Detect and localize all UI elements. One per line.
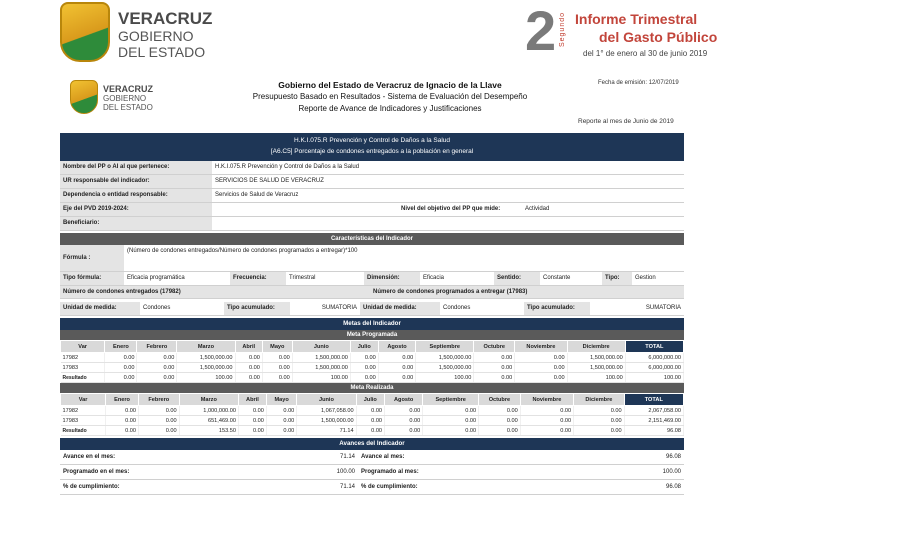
dimension-label: Dimensión: [364, 272, 420, 285]
ta2-label: Tipo acumulado: [524, 302, 590, 315]
meta-realizada-cell: 0.00 [385, 406, 423, 416]
avances-row-1 [60, 450, 684, 465]
dependencia-label: Dependencia o entidad responsable: [60, 189, 212, 202]
variable-2-name: Número de condones programados a entregar (17983) [373, 289, 528, 295]
info-row-beneficiario [60, 217, 684, 231]
meta-realizada-col-total: TOTAL [624, 394, 683, 406]
veracruz-brand-small [103, 85, 153, 112]
meta-realizada-cell: 0.00 [574, 416, 624, 426]
meta-programada-cell: 0.00 [515, 373, 567, 383]
informe-title2: del Gasto Público [599, 29, 718, 45]
meta-programada-cell: 0.00 [105, 363, 137, 373]
meta-programada-col-diciembre: Diciembre [567, 341, 625, 353]
meta-realizada-cell: 651,469.00 [179, 416, 238, 426]
meta-programada-cell: 0.00 [262, 353, 292, 363]
meta-realizada-row [61, 416, 684, 426]
avance-al-mes-label: Avance al mes: [361, 454, 405, 460]
avances-row-3 [60, 480, 684, 495]
meta-realizada-cell: 0.00 [138, 426, 179, 436]
meta-programada-col-total: TOTAL [625, 341, 683, 353]
pp-label: Nombre del PP o AI al que pertenece: [60, 161, 212, 174]
ta1-value: SUMATORIA [321, 305, 357, 311]
indicator-report [60, 133, 684, 495]
avances-row-2 [60, 465, 684, 480]
meta-realizada-col-var: Var [61, 394, 106, 406]
cumplimiento-al-mes-value: 96.08 [665, 484, 681, 490]
meta-programada-cell: 0.00 [235, 373, 262, 383]
meta-programada-cell: 100.00 [416, 373, 474, 383]
beneficiario-value [212, 217, 684, 230]
document-heading [200, 79, 580, 115]
um2-value: Condones [443, 305, 471, 311]
meta-realizada-cell: 0.00 [106, 406, 139, 416]
meta-realizada-cell: 0.00 [138, 406, 179, 416]
brand-line2: GOBIERNO [118, 28, 194, 44]
meta-realizada-cell: 0.00 [520, 406, 573, 416]
veracruz-crest-small-icon [70, 80, 98, 114]
meta-programada-row [61, 373, 684, 383]
meta-realizada-col-mayo: Mayo [266, 394, 296, 406]
avance-al-mes-value: 96.08 [665, 454, 681, 460]
meta-programada-cell: 17983 [61, 363, 105, 373]
meta-realizada-cell: 2,067,058.00 [624, 406, 683, 416]
fecha-emision: Fecha de emisión: 12/07/2019 [598, 80, 679, 86]
meta-programada-row [61, 363, 684, 373]
meta-realizada-col-enero: Enero [106, 394, 139, 406]
variable-1-name: Número de condones entregados (17982) [63, 289, 181, 295]
tipo-value: Gestion [635, 275, 656, 281]
programado-mes-label: Programado en el mes: [63, 469, 130, 475]
meta-programada-cell: 0.00 [235, 353, 262, 363]
meta-realizada-cell: 0.00 [423, 426, 479, 436]
avances-section [60, 450, 684, 495]
avance-mes-label: Avance en el mes: [63, 454, 116, 460]
meta-realizada-cell: 0.00 [106, 426, 139, 436]
meta-realizada-col-julio: Julio [356, 394, 384, 406]
info-row-ur [60, 175, 684, 189]
meta-programada-cell: 0.00 [105, 353, 137, 363]
meta-programada-col-febrero: Febrero [137, 341, 177, 353]
meta-realizada-col-diciembre: Diciembre [574, 394, 624, 406]
meta-realizada-cell: 0.00 [238, 406, 266, 416]
meta-programada-cell: 1,500,000.00 [416, 353, 474, 363]
metas-header: Metas del Indicador [60, 318, 684, 330]
meta-programada-col-julio: Julio [350, 341, 378, 353]
meta-realizada-cell: 0.00 [266, 406, 296, 416]
meta-realizada-cell: Resultado [61, 426, 106, 436]
meta-realizada-col-septiembre: Septiembre [423, 394, 479, 406]
meta-programada-cell: 0.00 [515, 363, 567, 373]
ta1-label: Tipo acumulado: [224, 302, 290, 315]
tipo-label: Tipo: [602, 272, 632, 285]
informe-title1: Informe Trimestral [575, 11, 698, 27]
doc-heading-line1: Gobierno del Estado de Veracruz de Ignacio de la Llave [278, 80, 502, 90]
meta-programada-cell: 0.00 [262, 373, 292, 383]
indicator-name: [A6.C5] Porcentaje de condones entregados a la población en general [270, 148, 474, 155]
meta-realizada-cell: 17982 [61, 406, 106, 416]
meta-realizada-col-noviembre: Noviembre [520, 394, 573, 406]
meta-programada-cell: 0.00 [235, 363, 262, 373]
meta-realizada-cell: 17983 [61, 416, 106, 426]
frecuencia-value: Trimestral [289, 275, 316, 281]
meta-realizada-col-octubre: Octubre [479, 394, 521, 406]
sentido-label: Sentido: [494, 272, 540, 285]
meta-programada-body [61, 353, 684, 383]
doc-heading-line2: Presupuesto Basado en Resultados - Sistema de Evaluación del Desempeño [252, 92, 528, 101]
meta-programada-cell: 0.00 [378, 373, 415, 383]
tipo-formula-row [60, 272, 684, 286]
meta-programada-col-agosto: Agosto [378, 341, 415, 353]
brand-line1: VERACRUZ [118, 9, 213, 28]
brand-small-line2: GOBIERNO [103, 94, 147, 103]
um2-label: Unidad de medida: [360, 302, 440, 315]
um1-value: Condones [143, 305, 171, 311]
meta-realizada-col-febrero: Febrero [138, 394, 179, 406]
programado-al-mes-value: 100.00 [662, 469, 681, 475]
meta-realizada-cell: 71.14 [297, 426, 356, 436]
eje-label: Eje del PVD 2019-2024: [60, 203, 212, 216]
informe-number: 2 [525, 0, 557, 62]
meta-programada-col-var: Var [61, 341, 105, 353]
meta-programada-cell: 0.00 [105, 373, 137, 383]
formula-value: (Número de condones entregados/Número de condones programados a entregar)*100 [127, 248, 358, 254]
meta-realizada-cell: 0.00 [479, 416, 521, 426]
veracruz-crest-icon [60, 2, 110, 62]
avance-mes-value: 71.14 [339, 454, 355, 460]
meta-programada-cell: Resultado [61, 373, 105, 383]
meta-programada-cell: 1,500,000.00 [292, 353, 350, 363]
dependencia-value: Servicios de Salud de Veracruz [215, 192, 299, 198]
meta-realizada-cell: 0.00 [238, 416, 266, 426]
meta-programada-col-marzo: Marzo [177, 341, 235, 353]
meta-realizada-cell: 1,500,000.00 [297, 416, 356, 426]
meta-realizada-cell: 0.00 [266, 416, 296, 426]
meta-programada-columns [61, 341, 684, 353]
meta-programada-cell: 0.00 [137, 353, 177, 363]
cumplimiento-al-mes-label: % de cumplimiento: [361, 484, 418, 490]
meta-realizada-cell: 0.00 [479, 426, 521, 436]
informe-period: del 1° de enero al 30 de junio 2019 [583, 49, 708, 58]
meta-programada-cell: 100.00 [625, 373, 683, 383]
informe-trimestral-logo [525, 0, 718, 62]
meta-realizada-cell: 2,151,469.00 [624, 416, 683, 426]
meta-realizada-cell: 0.00 [138, 416, 179, 426]
meta-realizada-cell: 0.00 [106, 416, 139, 426]
meta-programada-col-noviembre: Noviembre [515, 341, 567, 353]
meta-programada-cell: 17982 [61, 353, 105, 363]
tipo-formula-value: Eficacia programática [127, 275, 185, 281]
meta-programada-col-septiembre: Septiembre [416, 341, 474, 353]
info-row-dependencia [60, 189, 684, 203]
info-row-pp [60, 161, 684, 175]
meta-programada-cell: 0.00 [262, 363, 292, 373]
meta-programada-cell: 1,500,000.00 [177, 353, 235, 363]
meta-programada-cell: 100.00 [177, 373, 235, 383]
dimension-value: Eficacia [423, 275, 445, 281]
meta-realizada-cell: 1,067,058.00 [297, 406, 356, 416]
meta-programada-table [60, 340, 684, 383]
meta-realizada-cell: 0.00 [520, 416, 573, 426]
meta-programada-cell: 0.00 [474, 363, 515, 373]
brand-line3: DEL ESTADO [118, 44, 206, 60]
meta-programada-col-abril: Abril [235, 341, 262, 353]
meta-realizada-cell: 0.00 [356, 426, 384, 436]
veracruz-brand [118, 10, 212, 59]
caracteristicas-header: Características del Indicador [60, 233, 684, 245]
sentido-value: Constante [543, 275, 571, 281]
variables-row [60, 286, 684, 299]
meta-programada-cell: 0.00 [378, 353, 415, 363]
meta-programada-col-enero: Enero [105, 341, 137, 353]
ur-label: UR responsable del indicador: [60, 175, 212, 188]
meta-realizada-cell: 153.50 [179, 426, 238, 436]
ur-value: SERVICIOS DE SALUD DE VERACRUZ [215, 178, 324, 184]
meta-realizada-cell: 0.00 [423, 416, 479, 426]
informe-segundo: Segundo [559, 12, 566, 48]
meta-realizada-row [61, 406, 684, 416]
meta-programada-cell: 100.00 [567, 373, 625, 383]
meta-realizada-cell: 0.00 [356, 406, 384, 416]
meta-programada-cell: 0.00 [350, 363, 378, 373]
meta-programada-cell: 0.00 [474, 353, 515, 363]
cumplimiento-mes-label: % de cumplimiento: [63, 484, 120, 490]
meta-programada-cell: 0.00 [378, 363, 415, 373]
um1-label: Unidad de medida: [60, 302, 140, 315]
eje-value [212, 203, 398, 216]
avances-header: Avances del Indicador [60, 438, 684, 450]
programado-al-mes-label: Programado al mes: [361, 469, 419, 475]
pp-value: H.K.I.075.R Prevención y Control de Daños a la Salud [215, 164, 360, 170]
meta-programada-cell: 0.00 [474, 373, 515, 383]
program-name: H.K.I.075.R Prevención y Control de Daños a la Salud [293, 137, 451, 144]
meta-programada-cell: 1,500,000.00 [567, 363, 625, 373]
meta-realizada-col-junio: Junio [297, 394, 356, 406]
nivel-value: Actividad [525, 206, 550, 212]
formula-label: Fórmula : [60, 245, 124, 271]
meta-realizada-cell: 0.00 [266, 426, 296, 436]
beneficiario-label: Beneficiario: [60, 217, 212, 230]
meta-programada-cell: 0.00 [515, 353, 567, 363]
meta-realizada-cell: 0.00 [423, 406, 479, 416]
meta-programada-col-mayo: Mayo [262, 341, 292, 353]
meta-programada-cell: 1,500,000.00 [416, 363, 474, 373]
meta-realizada-col-abril: Abril [238, 394, 266, 406]
meta-realizada-body [61, 406, 684, 436]
brand-small-line1: VERACRUZ [103, 84, 154, 94]
meta-programada-col-junio: Junio [292, 341, 350, 353]
meta-realizada-cell: 0.00 [385, 426, 423, 436]
meta-programada-cell: 0.00 [137, 373, 177, 383]
indicator-title-bar [60, 133, 684, 161]
doc-heading-line3: Reporte de Avance de Indicadores y Justificaciones [298, 104, 482, 113]
meta-programada-cell: 0.00 [350, 373, 378, 383]
unidad-row [60, 302, 684, 316]
meta-programada-cell: 0.00 [350, 353, 378, 363]
meta-realizada-row [61, 426, 684, 436]
meta-realizada-cell: 0.00 [520, 426, 573, 436]
brand-small-line3: DEL ESTADO [103, 103, 153, 112]
meta-programada-cell: 1,500,000.00 [292, 363, 350, 373]
indicator-info [60, 161, 684, 231]
meta-realizada-cell: 0.00 [574, 426, 624, 436]
meta-programada-col-octubre: Octubre [474, 341, 515, 353]
info-row-eje [60, 203, 684, 217]
nivel-label: Nivel del objetivo del PP que mide: [401, 206, 501, 212]
meta-programada-cell: 6,000,000.00 [625, 363, 683, 373]
frecuencia-label: Frecuencia: [230, 272, 286, 285]
meta-realizada-cell: 0.00 [479, 406, 521, 416]
ta2-value: SUMATORIA [645, 305, 681, 311]
meta-realizada-cell: 0.00 [238, 426, 266, 436]
meta-realizada-cell: 1,000,000.00 [179, 406, 238, 416]
tipo-formula-label: Tipo fórmula: [60, 272, 124, 285]
programado-mes-value: 100.00 [336, 469, 355, 475]
cumplimiento-mes-value: 71.14 [339, 484, 355, 490]
meta-realizada-cell: 96.08 [624, 426, 683, 436]
meta-programada-cell: 1,500,000.00 [567, 353, 625, 363]
meta-realizada-cell: 0.00 [385, 416, 423, 426]
meta-realizada-columns [61, 394, 684, 406]
reporte-mes: Reporte al mes de Junio de 2019 [578, 118, 674, 125]
meta-programada-cell: 0.00 [137, 363, 177, 373]
meta-realizada-header: Meta Realizada [60, 383, 684, 393]
meta-realizada-cell: 0.00 [574, 406, 624, 416]
formula-row [60, 245, 684, 272]
meta-programada-row [61, 353, 684, 363]
meta-programada-cell: 6,000,000.00 [625, 353, 683, 363]
meta-realizada-cell: 0.00 [356, 416, 384, 426]
meta-realizada-col-marzo: Marzo [179, 394, 238, 406]
meta-realizada-col-agosto: Agosto [385, 394, 423, 406]
meta-programada-cell: 100.00 [292, 373, 350, 383]
meta-realizada-table [60, 393, 684, 436]
meta-programada-cell: 1,500,000.00 [177, 363, 235, 373]
meta-programada-header: Meta Programada [60, 330, 684, 340]
